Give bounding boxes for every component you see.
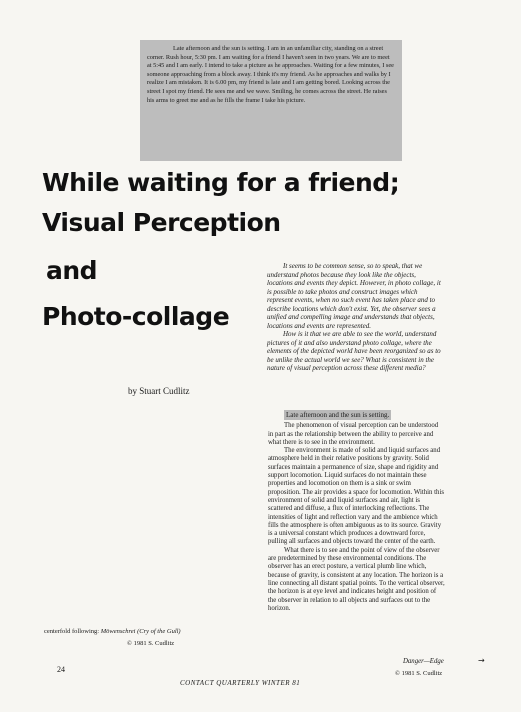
section-heading: Late afternoon and the sun is setting. xyxy=(286,411,390,419)
arrow-right-icon: → xyxy=(478,656,485,665)
centerfold-title: Möwenschrei (Cry of the Gull) xyxy=(100,628,181,635)
abstract xyxy=(267,262,443,373)
abstract-paragraph-2: How is it that we are able to see the world, understand pictures of it and also understand photo collage, where the elements of the depicted world have been reorganized so as to be unlike the actual world we see? What is consistent in the nature of visual perception across these different media? xyxy=(267,330,441,372)
title-line-1: While waiting for a friend; xyxy=(42,168,400,197)
title-line-2: Visual Perception xyxy=(42,208,281,237)
copyright-right: © 1981 S. Cudlitz xyxy=(395,670,443,677)
page-number: 24 xyxy=(57,665,65,674)
footer-masthead: CONTACT QUARTERLY WINTER 81 xyxy=(180,679,301,687)
body-paragraph-1: The phenomenon of visual perception can be understood in part as the relationship between the ability to perceive and what there is to see in the environment. xyxy=(268,422,439,446)
centerfold-prefix: centerfold following: xyxy=(44,628,100,635)
intro-text: Late afternoon and the sun is setting. I am in an unfamiliar city, standing on a street corner. Rush hour, 5:30 pm. I am waiting for a friend I haven't seen in two years. We are to meet at 5:45 and I am early. I intend to take a picture as he approaches. Waiting for a few minutes, I see someone approaching from a block away. I think it's my friend. As he approaches and walks by I realize I am mistaken. It is 6.00 pm, my friend is late and I am getting bored. Looking across the street I spot my friend. He sees me and we wave. Smiling, he comes across the street. He raises his arms to greet me and as he fills the frame I take his picture. xyxy=(147,45,394,104)
centerfold-caption xyxy=(44,628,181,635)
body-paragraph-3: What there is to see and the point of view of the observer are predetermined by these environmental conditions. The observer has an erect posture, a vertical plumb line which, because of gravity, is consistent at any location. The horizon is a line connecting all distant spatial points. To the vertical observer, the horizon is at eye level and indicates height and position of the observer in relation to all objects and surfaces out to the horizon. xyxy=(268,546,445,612)
body-paragraph-2: The environment is made of solid and liquid surfaces and atmosphere held in their relative positions by gravity. Solid surfaces maintain a permanence of size, shape and rigidity and support locomotion. Liquid surfaces do not maintain these properties and locomotion on them is a sink or swim proposition. The air provides a space for locomotion. Within this environment of solid and liquid surfaces and air, light is scattered and diffuse, a flux of interlocking reflections. The intensities of light and reflection vary and the ambience which fills the atmosphere is often ambiguous as to its source. Gravity is a universal constant which produces a downward force, pulling all surfaces and objects toward the center of the earth. xyxy=(268,447,444,546)
intro-box xyxy=(140,40,402,161)
byline: by Stuart Cudlitz xyxy=(128,386,190,396)
danger-edge-caption: Danger—Edge xyxy=(403,658,444,665)
title-line-4: Photo-collage xyxy=(42,302,230,331)
copyright-left: © 1981 S. Cudlitz xyxy=(127,640,175,647)
abstract-paragraph-1: It seems to be common sense, so to speak, that we understand photos because they look like the objects, locations and events they depict. However, in photo collage, it is possible to take photos and construct images which represent events, when no such event has taken place and to describe locations which don't exist. Yet, the observer sees a unified and compelling image and understands that objects, locations and events are represented. xyxy=(267,262,441,330)
title-line-3: and xyxy=(46,256,98,285)
body-column xyxy=(268,410,445,613)
